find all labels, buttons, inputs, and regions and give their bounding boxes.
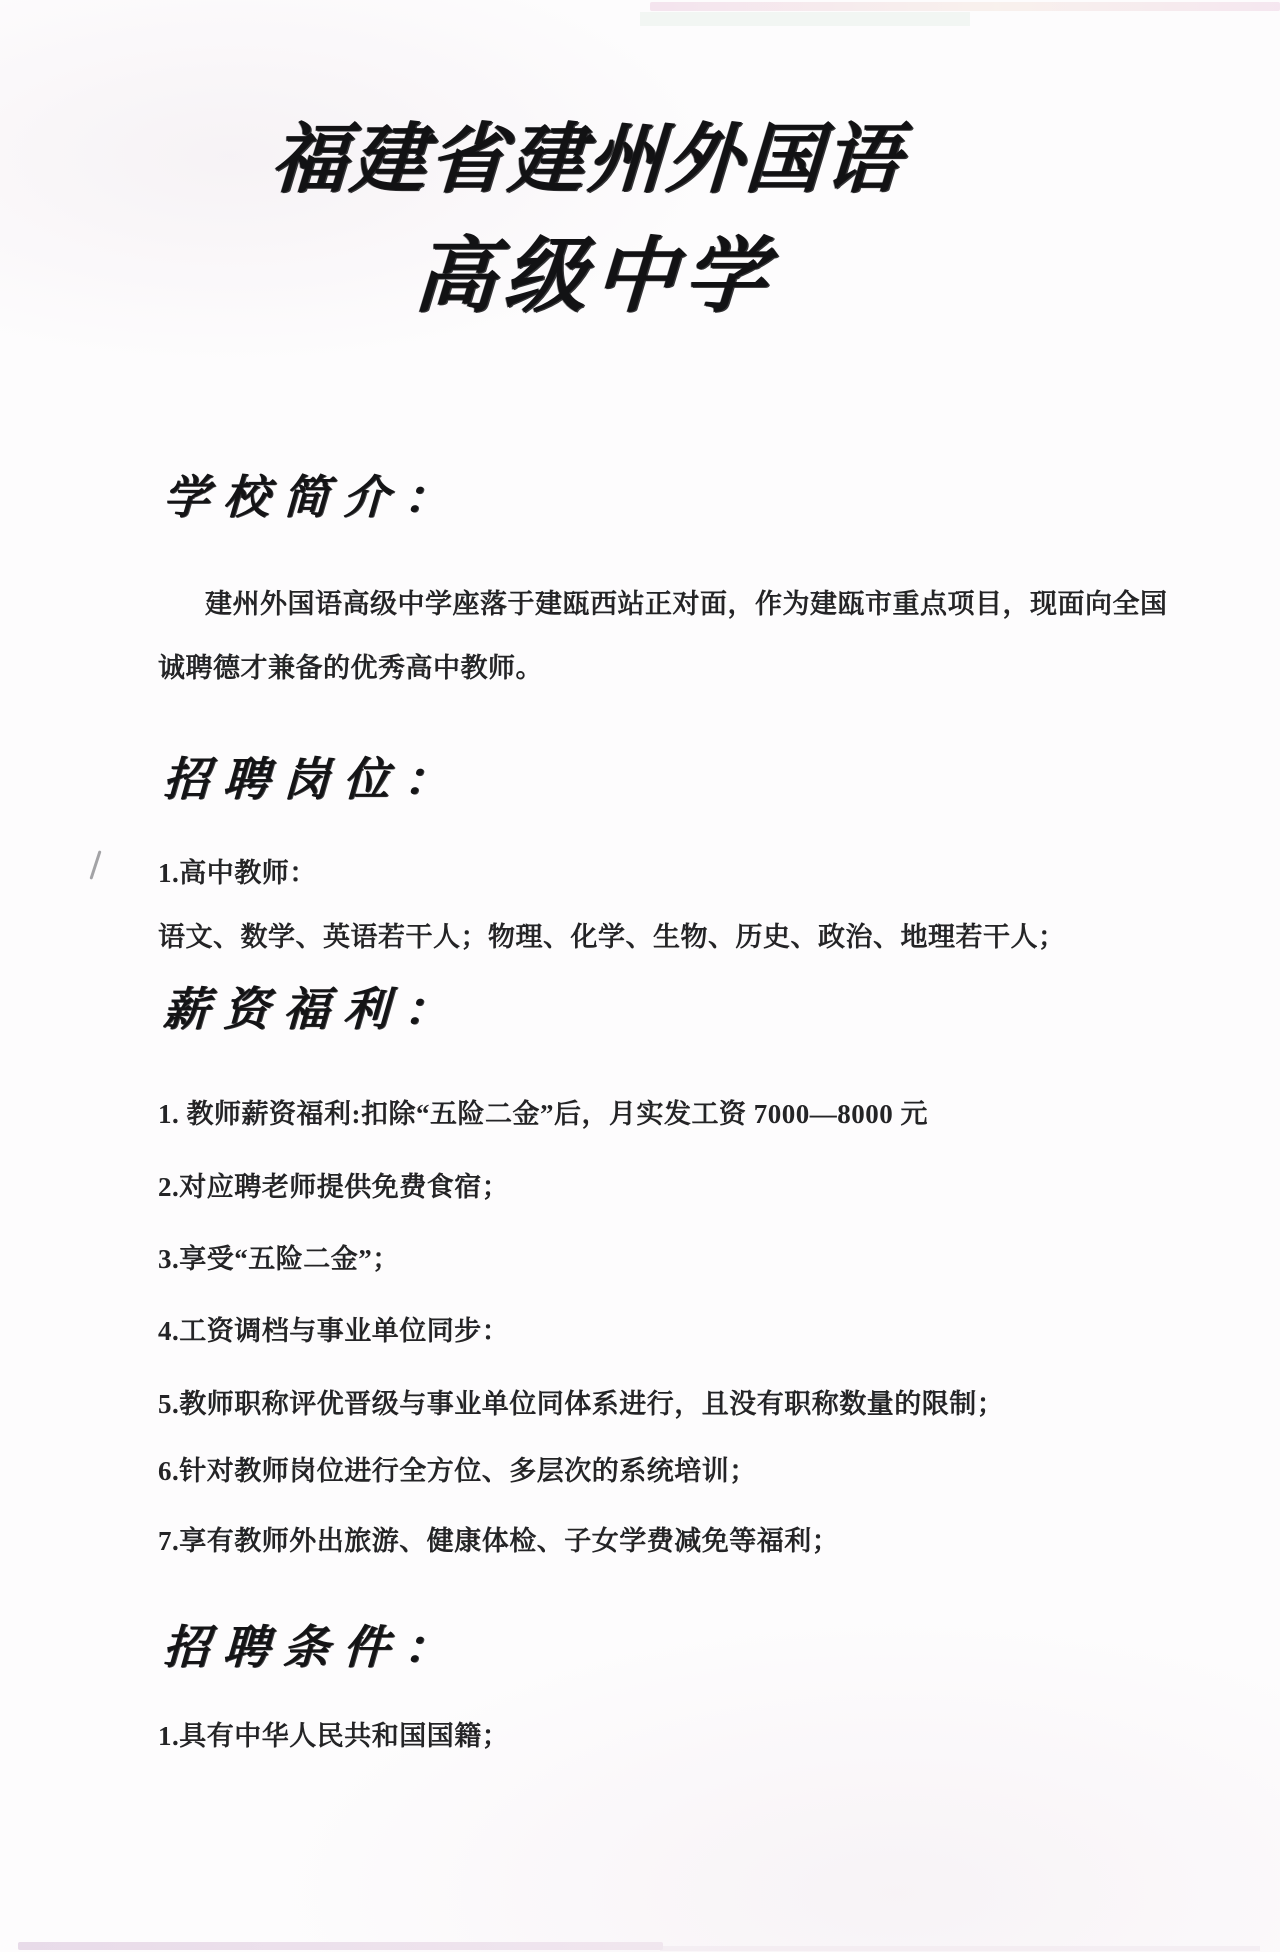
benefit-item-2: 2.对应聘老师提供免费食宿；	[158, 1172, 510, 1202]
positions-line-teacher: 1.高中教师：	[158, 858, 317, 888]
benefit-item-3: 3.享受“五险二金”；	[158, 1244, 400, 1274]
section-heading-school-intro: 学校简介：	[162, 472, 464, 523]
intro-paragraph-line2: 诚聘德才兼备的优秀高中教师。	[158, 653, 543, 683]
scan-artifact-top-edge	[650, 2, 1280, 11]
scan-artifact-top-smudge	[640, 12, 970, 26]
scan-artifact-bottom-edge	[18, 1942, 663, 1950]
school-title-line1: 福建省建州外国语	[268, 118, 906, 202]
benefit-item-5: 5.教师职称评优晋级与事业单位同体系进行，且没有职称数量的限制；	[158, 1389, 1005, 1419]
section-heading-positions: 招聘岗位：	[162, 754, 464, 805]
benefit-item-6: 6.针对教师岗位进行全方位、多层次的系统培训；	[158, 1456, 757, 1486]
benefit-item-1: 1. 教师薪资福利:扣除“五险二金”后，月实发工资 7000—8000 元	[158, 1099, 928, 1129]
section-heading-requirements: 招聘条件：	[162, 1622, 464, 1673]
positions-line-subjects: 语文、数学、英语若干人；物理、化学、生物、历史、政治、地理若干人；	[158, 922, 1066, 952]
section-heading-benefits: 薪资福利：	[162, 984, 464, 1035]
scan-stray-mark	[89, 850, 101, 879]
requirement-item-1: 1.具有中华人民共和国国籍；	[158, 1721, 510, 1751]
benefit-item-7: 7.享有教师外出旅游、健康体检、子女学费减免等福利；	[158, 1526, 840, 1556]
intro-paragraph-line1: 建州外国语高级中学座落于建瓯西站正对面，作为建瓯市重点项目，现面向全国	[205, 589, 1168, 619]
scan-artifact-bottom-right	[660, 1946, 1260, 1951]
school-title-line2: 高级中学	[411, 231, 777, 322]
benefit-item-4: 4.工资调档与事业单位同步：	[158, 1316, 510, 1346]
